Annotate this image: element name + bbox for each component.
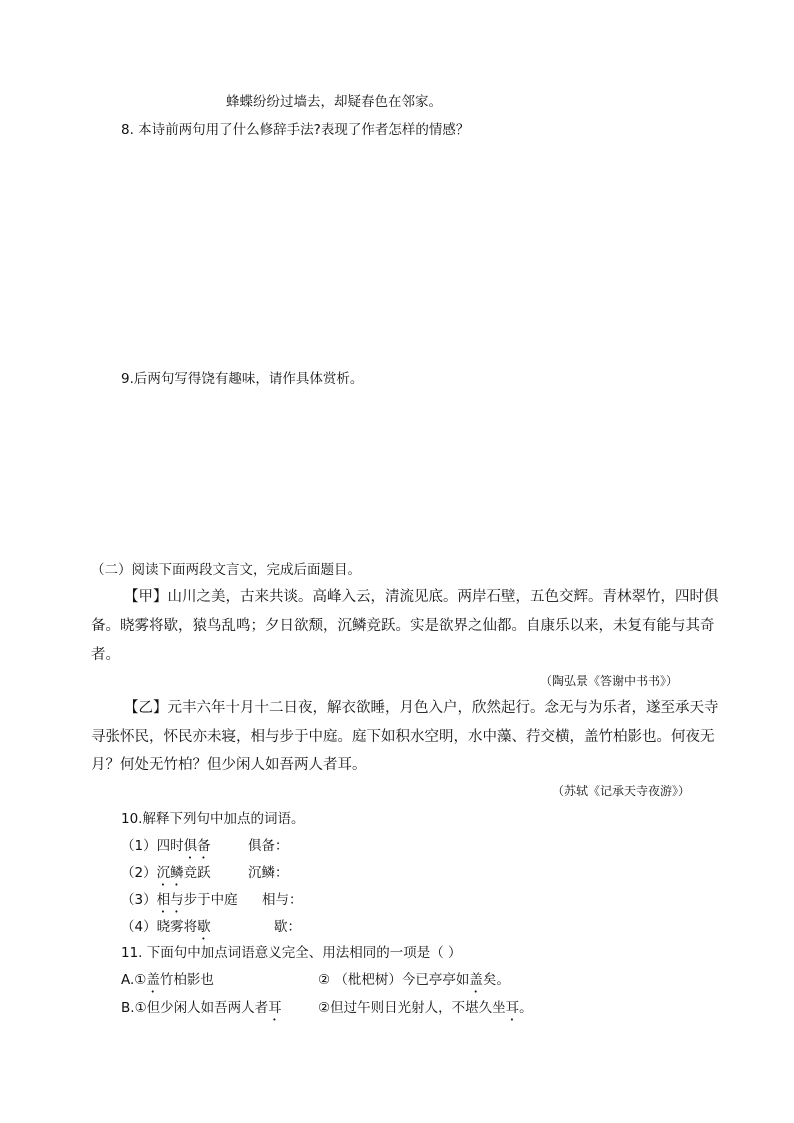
q10-item-phrase-post: 步于中庭: [183, 892, 238, 908]
q10-item-num: （2）: [121, 865, 157, 881]
sentence-1-num: ①: [134, 1000, 147, 1016]
passage-yi-line-2: 寻张怀民，怀民亦未寝，相与步于中庭。庭下如积水空明，水中藻、荇交横，盖竹柏影也。何夜无: [91, 729, 715, 745]
poem-last-line: 蜂蝶纷纷过墙去，却疑春色在邻家。: [226, 94, 442, 110]
q10-item-dotted-word: 相与: [156, 892, 184, 908]
q10-item-4-answer-label: 歇：: [274, 919, 301, 935]
question-10-title: 10.解释下列句中加点的词语。: [121, 811, 305, 827]
question-9: 9.后两句写得饶有趣味，请作具体赏析。: [121, 371, 364, 387]
sentence-2-num: ②: [318, 972, 331, 988]
passage-jia-line-2: 备。晓雾将歇，猿鸟乱鸣；夕日欲颓，沉鳞竞跃。实是欲界之仙都。自康乐以来，未复有能与其奇: [91, 618, 715, 634]
q10-item-num: （1）: [121, 838, 157, 854]
q10-item-num: （3）: [121, 892, 157, 908]
sentence-2-pre: （枇杷树）今已亭亭如: [334, 972, 470, 988]
dotted-word: 耳: [268, 1000, 282, 1016]
option-label: B.: [121, 1000, 135, 1016]
q10-item-phrase-pre: 四时: [156, 838, 184, 854]
sentence-1-pre: 但少闲人如吾两人者: [146, 1000, 269, 1016]
q10-item-2: [121, 863, 211, 889]
sentence-2-pre: 但过午则日光射人，不堪久坐: [330, 1000, 506, 1016]
dotted-word: 耳: [505, 1000, 520, 1016]
q10-item-3: [121, 890, 238, 916]
passage-yi-line-1: 【乙】元丰六年十月十二日夜，解衣欲睡，月色入户，欣然起行。念无与为乐者，遂至承天寺: [124, 700, 719, 716]
q10-item-dotted-word: 歇: [197, 919, 211, 935]
q11-option-b-sentence-2: [318, 998, 533, 1024]
passage-jia-line-1: 【甲】山川之美，古来共谈。高峰入云，清流见底。两岸石壁，五色交辉。青林翠竹，四时俱: [124, 589, 719, 605]
q11-option-a: [121, 970, 214, 996]
sentence-2-num: ②: [318, 1000, 331, 1016]
option-label: A.: [121, 972, 135, 988]
passage-jia-line-3: 者。: [91, 647, 120, 663]
passage-yi-source: （苏轼《记承天寺夜游》）: [552, 784, 691, 798]
sentence-1-num: ①: [134, 972, 147, 988]
sentence-2-post: 。: [519, 1000, 533, 1016]
dotted-word: 盖: [146, 972, 160, 988]
q11-option-a-sentence-2: [318, 970, 510, 996]
q10-item-num: （4）: [121, 919, 157, 935]
question-11-title: 11. 下面句中加点词语意义完全、用法相同的一项是（ ）: [121, 945, 462, 961]
q10-item-phrase-pre: 晓雾将: [156, 919, 198, 935]
sentence-1-rest: 竹柏影也: [159, 972, 214, 988]
section-2-title: （二）阅读下面两段文言文，完成后面题目。: [91, 562, 361, 578]
q10-item-1: [121, 836, 211, 862]
sentence-2-post: 矣。: [482, 972, 510, 988]
q10-item-3-answer-label: 相与：: [262, 892, 303, 908]
q10-item-dotted-word: 俱备: [183, 838, 211, 854]
q10-item-4: [121, 917, 211, 943]
q10-item-2-answer-label: 沉鳞：: [248, 865, 289, 881]
question-8: 8. 本诗前两句用了什么修辞手法?表现了作者怎样的情感？: [121, 122, 470, 138]
q11-option-b: [121, 998, 282, 1024]
q10-item-1-answer-label: 俱备：: [248, 838, 289, 854]
dotted-word: 盖: [469, 972, 483, 988]
passage-yi-line-3: 月？何处无竹柏？但少闲人如吾两人者耳。: [91, 757, 367, 773]
passage-jia-source: （陶弘景《答谢中书书》）: [540, 674, 679, 688]
q10-item-phrase-post: 竞跃: [183, 865, 211, 881]
q10-item-dotted-word: 沉鳞: [156, 865, 184, 881]
